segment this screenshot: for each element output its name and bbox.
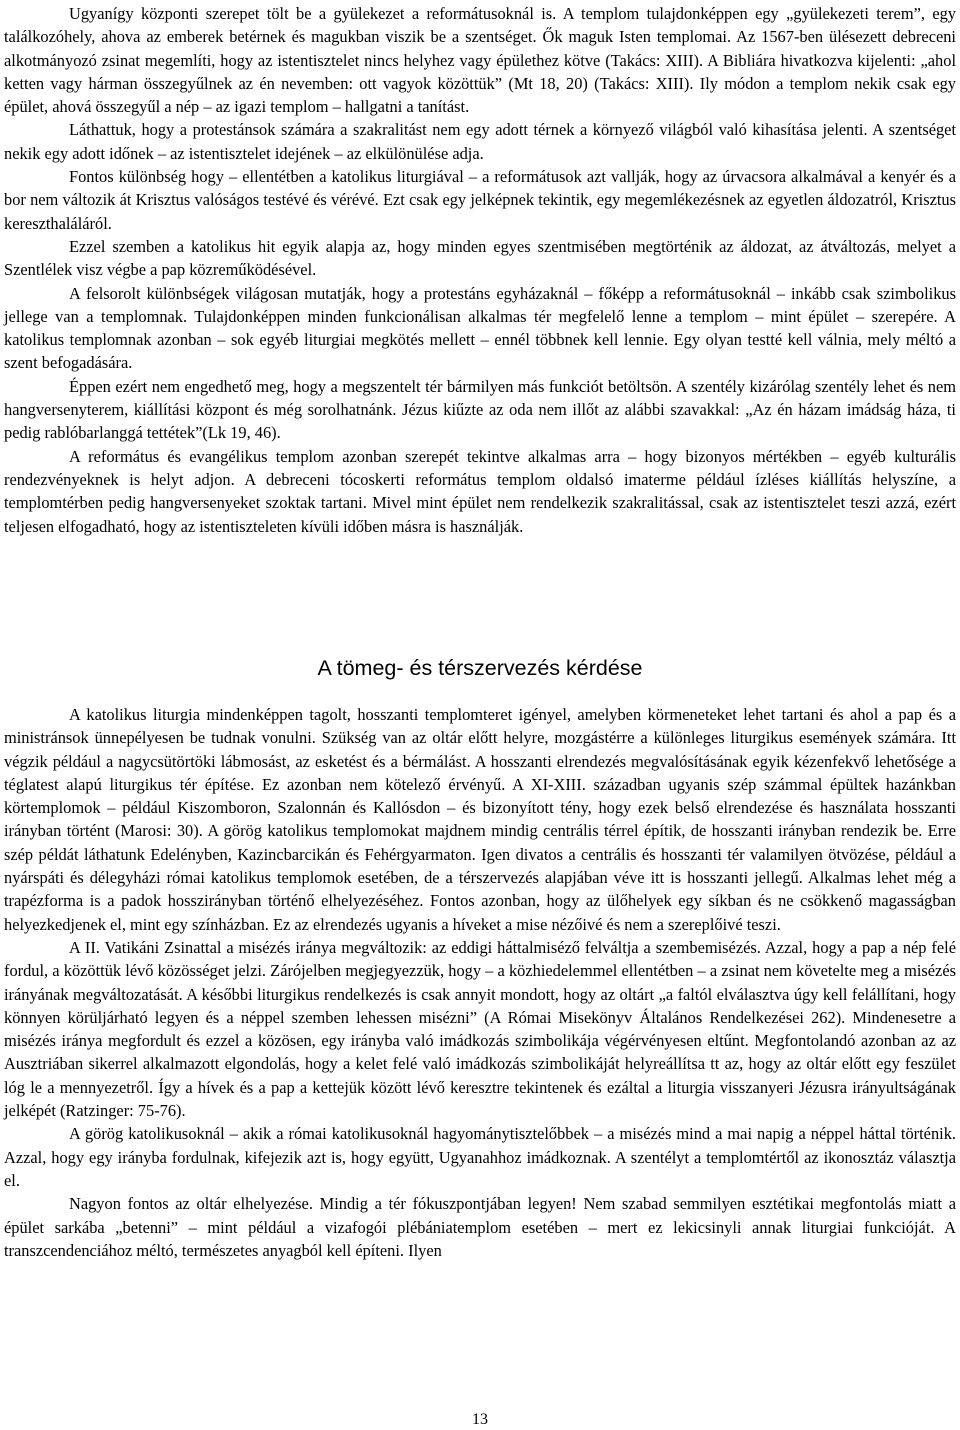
section-heading: A tömeg- és térszervezés kérdése (317, 656, 643, 680)
paragraph: A katolikus liturgia mindenképpen tagolt, hosszanti templomteret igényel, amelyben körmeneteket lehet tartani és ahol a pap és a ministránsok ünnepélyesen be tudnak vonulni. Szükség van az oltár előtt helyre, mozgástérre a különleges liturgikus események számára. Itt végzik például a nagycsütörtöki lábmosást, az esketést és a bérmálást. A hosszanti elrendezés megvalósításának egyik kézenfekvő lehetősége a téglatest alapú liturgikus tér építése. Ez azonban nem kötelező érvényű. A XI-XIII. században ugyanis szép számmal épültek hazánkban körtemplomok – például Kiszomboron, Szalonnán és Kallósdon – és bizonyított tény, hogy ezek belső elrendezése és használata hosszanti irányban történt (Marosi: 30). A görög katolikus templomokat majdnem mindig centrális térrel építik, de hosszanti irányban rendezik be. Erre szép példát láthatunk Edelényben, Kazincbarcikán és Fehérgyarmaton. Igen divatos a centrális és hosszanti tér valamilyen ötvözése, például a nyárspáti és délegyházi római katolikus templomok esetében, de a térszervezés alapjában véve itt is hosszanti jellegű. Alkalmas lehet még a trapézforma is a padok hosszirányban történő elhelyezéséhez. Fontos azonban, hogy az ülőhelyek egy síkban és ne csökkenő magasságban helyezkedjenek el, mint egy színházban. Ez az elrendezés ugyanis a híveket a mise nézőivé és nem a szereplőivé teszi. (4, 705, 956, 934)
paragraph: A II. Vatikáni Zsinattal a misézés iránya megváltozik: az eddigi háttalmiséző felváltja a szembemisézés. Azzal, hogy a pap a nép felé fordul, a közöttük lévő közösséget jelzi. Zárójelben megjegyezzük, hogy – a közhiedelemmel ellentétben – a zsinat nem követelte meg a misézés irányának megváltozatását. A későbbi liturgikus rendelkezés is csak annyit mondott, hogy az oltárt „a faltól elválasztva úgy kell felállítani, hogy könnyen körüljárható legyen és a néppel szemben lehessen misézni” (A Római Misekönyv Általános Rendelkezései 262). Mindenesetre a misézés iránya megfordult és ezzel a közösen, egy irányba való imádkozás szimbolikája végérvényesen eltűnt. Megfontolandó azonban az az Ausztriában sikerrel alkalmazott elgondolás, hogy a kelet felé való imádkozás szimbolikáját helyreállítsa tt az, hogy az oltár előtt egy feszület lóg le a mennyezetről. Így a hívek és a pap a kettejük között lévő keresztre tekintenek és ezáltal a liturgia visszanyeri Jézusra irányultságának jelképét (Ratzinger: 75-76). (4, 937, 956, 1121)
paragraph: Láthattuk, hogy a protestánsok számára a szakralitást nem egy adott térnek a környező világból való kihasítása jelenti. A szentséget nekik egy adott időnek – az istentisztelet idejének – az elkülönülése adja. (4, 120, 956, 163)
text-block-top (4, 2, 956, 538)
paragraph: Éppen ezért nem engedhető meg, hogy a megszentelt tér bármilyen más funkciót betöltsön. A szentély kizárólag szentély lehet és nem hangversenyterem, kiállítási központ és még sorolhatnánk. Jézus kiűzte az oda nem illőt az alábbi szavakkal: „Az én házam imádság háza, ti pedig rablóbarlanggá tettétek”(Lk 19, 46). (4, 376, 956, 443)
paragraph: Ugyanígy központi szerepet tölt be a gyülekezet a reformátusoknál is. A templom tulajdonképpen egy „gyülekezeti terem”, egy találkozóhely, ahova az emberek betérnek és magukban viszik be a szentséget. Ők maguk Isten templomai. Az 1567-ben ülésezett debreceni alkotmányozó zsinat megemlíti, hogy az istentisztelet nincs helyhez vagy épülethez kötve (Takács: XIII). A Bibliára hivatkozva kijelenti: „ahol ketten vagy hárman összegyűlnek az én nevemben: ott vagyok közöttük” (Mt 18, 20) (Takács: XIII). Ily módon a templom nekik csak egy épület, ahová összegyűl a nép – az igazi templom – hallgatni a tanítást. (4, 4, 956, 117)
text-block-bottom (4, 703, 956, 1262)
paragraph: A görög katolikusoknál – akik a római katolikusoknál hagyománytisztelőbbek – a misézés mind a mai napig a néppel háttal történik. Azzal, hogy egy irányba fordulnak, kifejezik azt is, hogy együtt, Ugyanahhoz imádkoznak. A szentélyt a templomtértől az ikonosztáz választja el. (4, 1124, 956, 1190)
section-heading-wrap (4, 610, 956, 696)
paragraph: Ezzel szemben a katolikus hit egyik alapja az, hogy minden egyes szentmisében megtörténik az áldozat, az átváltozás, melyet a Szentlélek visz végbe a pap közreműködésével. (4, 236, 956, 280)
paragraph: Nagyon fontos az oltár elhelyezése. Mindig a tér fókuszpontjában legyen! Nem szabad semmilyen esztétikai megfontolás miatt a épület sarkába „betenni” – mint például a vizafogói plébániatemplom esetében – mert ez lekicsinyli annak liturgiai funkcióját. A transzcendenciához méltó, természetes anyagból kell építeni. Ilyen (4, 1194, 956, 1260)
page-number: 13 (472, 1411, 488, 1428)
paragraph: A református és evangélikus templom azonban szerepét tekintve alkalmas arra – hogy bizonyos mértékben – egyéb kulturális rendezvényeknek is helyt adjon. A debreceni tócoskerti református templom oldalsó imaterme például ízléses kiállítás helyszíne, a templomtérben pedig hangversenyeket szoktak tartani. Mivel mint épület nem rendelkezik szakralitással, csak az istentisztelet teszi azzá, ezért teljesen elfogadható, hogy az istentiszteleten kívüli időben másra is használják. (4, 446, 956, 536)
paragraph: Fontos különbség hogy – ellentétben a katolikus liturgiával – a reformátusok azt vallják, hogy az úrvacsora alkalmával a kenyér és a bor nem változik át Krisztus valóságos testévé és vérévé. Ezt csak egy jelképnek tekintik, egy megemlékezésnek az egyetlen áldozatról, Krisztus kereszthaláláról. (4, 167, 956, 233)
paragraph: A felsorolt különbségek világosan mutatják, hogy a protestáns egyházaknál – főképp a reformátusoknál – inkább csak szimbolikus jellege van a templomnak. Tulajdonképpen minden funkcionálisan alkalmas tér megfelelő lenne a templom – mint épület – szerepére. A katolikus templomnak azonban – sok egyéb liturgiai megkötés mellett – ennél többnek kell lennie. Egy olyan testté kell válnia, mely méltó a szent befogadására. (4, 283, 956, 373)
